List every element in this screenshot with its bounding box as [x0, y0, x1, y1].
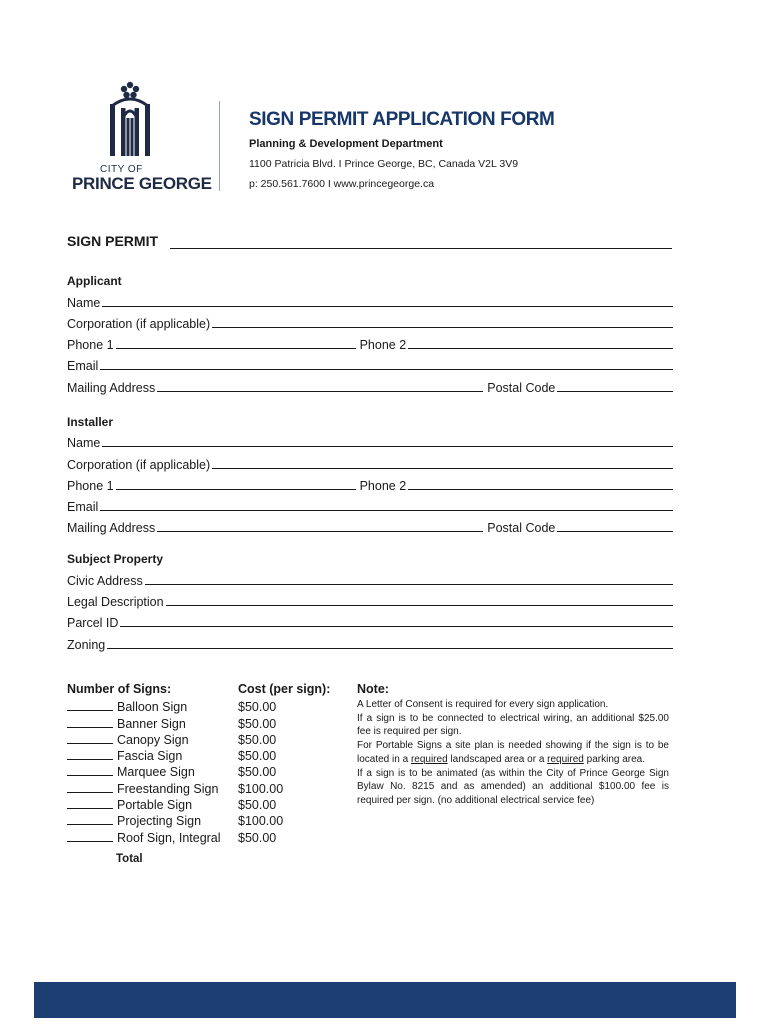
- sign-label: Roof Sign, Integral: [117, 830, 221, 845]
- property-zoning-label: Zoning: [67, 638, 106, 652]
- note-heading: Note:: [357, 682, 389, 696]
- sign-cost: $100.00: [238, 814, 284, 829]
- applicant-mailing-label: Mailing Address: [67, 381, 156, 395]
- applicant-postal-field[interactable]: [557, 391, 673, 392]
- property-civic-row: [67, 572, 673, 588]
- applicant-mailing-row: [67, 379, 673, 395]
- sign-count-field[interactable]: [67, 743, 113, 744]
- cost-list: [238, 698, 283, 845]
- sign-item: [67, 812, 221, 828]
- applicant-corporation-field[interactable]: [212, 327, 673, 328]
- sign-label: Freestanding Sign: [117, 781, 219, 796]
- logo-city-name: PRINCE GEORGE: [72, 174, 212, 193]
- installer-email-field[interactable]: [100, 510, 673, 511]
- section-rule: [170, 248, 672, 249]
- department-contact: p: 250.561.7600 I www.princegeorge.ca: [249, 178, 435, 190]
- installer-email-label: Email: [67, 500, 99, 514]
- installer-phone1-label: Phone 1: [67, 479, 114, 493]
- property-legal-label: Legal Description: [67, 595, 164, 609]
- applicant-name-field[interactable]: [102, 306, 673, 307]
- sign-label: Balloon Sign: [117, 700, 188, 715]
- header-divider: [219, 101, 220, 191]
- sign-cost: $100.00: [238, 781, 284, 796]
- applicant-email-field[interactable]: [100, 369, 673, 370]
- note-block: [357, 698, 669, 808]
- installer-name-row: [67, 434, 673, 450]
- footer-bar: [34, 982, 736, 1018]
- property-legal-row: [67, 593, 673, 609]
- sign-cost: $50.00: [238, 749, 277, 764]
- installer-phone2-label: Phone 2: [359, 479, 407, 493]
- sign-cost: $50.00: [238, 716, 277, 731]
- property-legal-field[interactable]: [166, 605, 673, 606]
- sign-cost: $50.00: [238, 765, 277, 780]
- property-heading: Subject Property: [67, 552, 164, 566]
- installer-name-field[interactable]: [102, 446, 673, 447]
- form-title: SIGN PERMIT APPLICATION FORM: [249, 109, 555, 130]
- applicant-corporation-row: [67, 315, 673, 331]
- sign-label: Projecting Sign: [117, 814, 202, 829]
- sign-cost: $50.00: [238, 798, 277, 813]
- property-civic-label: Civic Address: [67, 574, 143, 588]
- sign-cost: $50.00: [238, 830, 277, 845]
- applicant-email-label: Email: [67, 359, 99, 373]
- installer-phone-row: [67, 477, 673, 493]
- section-title: SIGN PERMIT: [67, 233, 159, 249]
- sign-label: Banner Sign: [117, 716, 186, 731]
- sign-count-field[interactable]: [67, 727, 113, 728]
- applicant-corporation-label: Corporation (if applicable): [67, 317, 211, 331]
- applicant-phone-row: [67, 336, 673, 352]
- dogwood-logo-icon: [108, 78, 152, 160]
- required-text: required: [410, 753, 448, 765]
- installer-postal-label: Postal Code: [487, 521, 556, 535]
- department-address: 1100 Patricia Blvd. I Prince George, BC, Canada V2L 3V9: [249, 158, 519, 170]
- installer-postal-field[interactable]: [557, 531, 673, 532]
- sign-item: [67, 747, 221, 763]
- applicant-name-label: Name: [67, 296, 101, 310]
- installer-heading: Installer: [67, 415, 114, 429]
- sign-item: [67, 796, 221, 812]
- note-electrical: If a sign is to be connected to electrical wiring, an additional $25.00 fee is required per sign.: [357, 712, 669, 738]
- applicant-phone2-label: Phone 2: [359, 338, 407, 352]
- signs-heading: Number of Signs:: [67, 682, 172, 696]
- property-parcel-field[interactable]: [120, 626, 673, 627]
- property-parcel-row: [67, 614, 673, 630]
- installer-mailing-row: [67, 519, 673, 535]
- sign-count-field[interactable]: [67, 792, 113, 793]
- applicant-postal-label: Postal Code: [487, 381, 556, 395]
- applicant-phone2-field[interactable]: [408, 348, 673, 349]
- property-parcel-label: Parcel ID: [67, 616, 119, 630]
- required-text: required: [547, 753, 584, 765]
- sign-label: Canopy Sign: [117, 732, 189, 747]
- applicant-email-row: [67, 357, 673, 373]
- installer-corporation-row: [67, 456, 673, 472]
- sign-label: Fascia Sign: [117, 749, 183, 764]
- applicant-phone1-label: Phone 1: [67, 338, 114, 352]
- applicant-phone1-field[interactable]: [116, 348, 356, 349]
- sign-cost: $50.00: [238, 732, 277, 747]
- sign-item: [67, 714, 221, 730]
- sign-type-list: [67, 698, 221, 845]
- installer-mailing-label: Mailing Address: [67, 521, 156, 535]
- sign-item: [67, 731, 221, 747]
- sign-item: [67, 698, 221, 714]
- property-zoning-row: [67, 636, 673, 652]
- installer-phone2-field[interactable]: [408, 489, 673, 490]
- total-label: Total: [116, 853, 143, 865]
- installer-email-row: [67, 498, 673, 514]
- installer-phone1-field[interactable]: [116, 489, 356, 490]
- sign-count-field[interactable]: [67, 808, 113, 809]
- sign-item: [67, 763, 221, 779]
- sign-item: [67, 828, 221, 844]
- sign-cost: $50.00: [238, 700, 277, 715]
- note-consent: A Letter of Consent is required for every sign application.: [357, 699, 609, 710]
- sign-count-field[interactable]: [67, 710, 113, 711]
- applicant-name-row: [67, 294, 673, 310]
- note-portable: For Portable Signs a site plan is needed showing if the sign is to be located in a required landscaped area or a required parking area.: [357, 740, 669, 765]
- note-animated: If a sign is to be animated (as within the City of Prince George Sign Bylaw No. 8215 and as amended) an additional $100.00 fee is required per sign. (no additional electrical service fee): [357, 767, 669, 806]
- sign-label: Portable Sign: [117, 798, 193, 813]
- installer-mailing-field[interactable]: [157, 531, 483, 532]
- property-civic-field[interactable]: [145, 584, 673, 585]
- department-name: Planning & Development Department: [249, 138, 443, 150]
- logo-city-of: CITY OF: [100, 164, 143, 175]
- installer-corporation-label: Corporation (if applicable): [67, 458, 211, 472]
- sign-item: [67, 779, 221, 795]
- installer-corporation-field[interactable]: [212, 468, 673, 469]
- sign-count-field[interactable]: [67, 775, 113, 776]
- sign-label: Marquee Sign: [117, 765, 195, 780]
- applicant-heading: Applicant: [67, 274, 122, 288]
- cost-heading: Cost (per sign):: [238, 682, 331, 696]
- sign-count-field[interactable]: [67, 841, 113, 842]
- applicant-mailing-field[interactable]: [157, 391, 483, 392]
- installer-name-label: Name: [67, 436, 101, 450]
- property-zoning-field[interactable]: [107, 648, 673, 649]
- sign-count-field[interactable]: [67, 759, 113, 760]
- sign-count-field[interactable]: [67, 824, 113, 825]
